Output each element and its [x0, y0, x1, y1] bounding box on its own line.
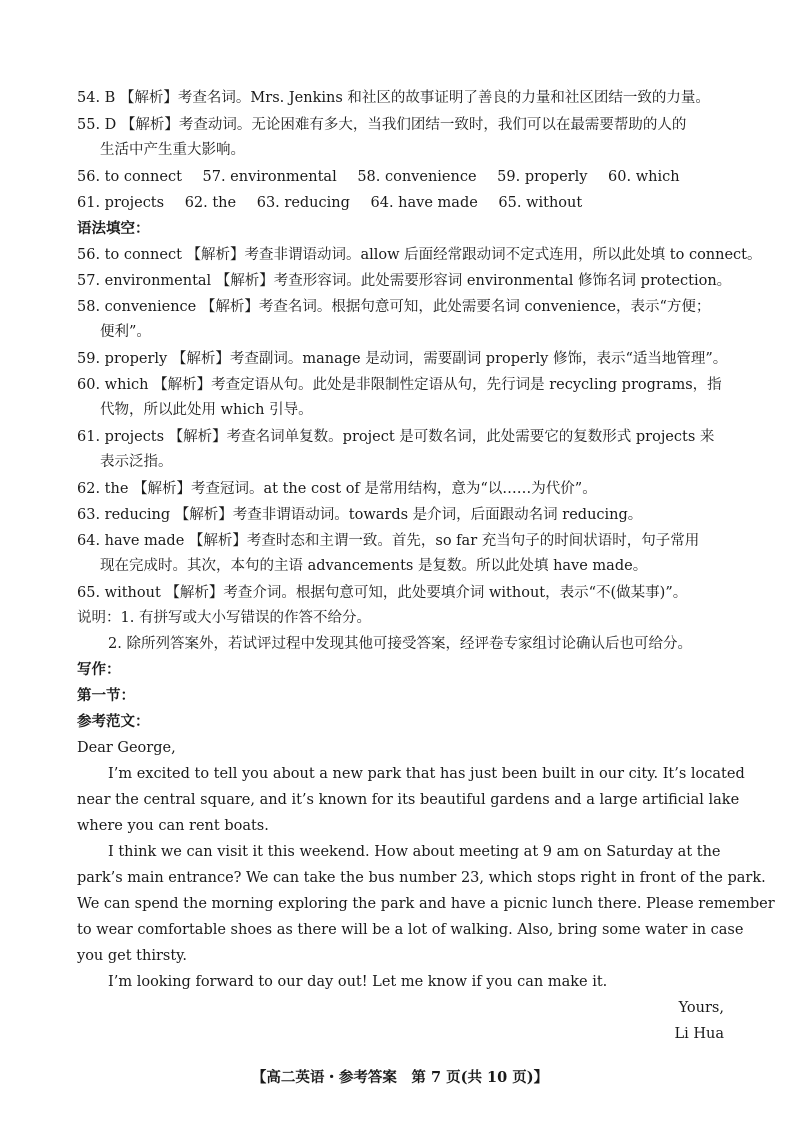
letter-paragraph-1-line: where you can rent boats.	[77, 818, 269, 834]
answer-item: 57. environmental	[202, 169, 337, 185]
answer-item: 65. without	[498, 195, 583, 211]
letter-paragraph-1-line: I’m excited to tell you about a new park that has just been built in our city. It’s located	[108, 766, 745, 782]
letter-paragraph-2-line: I think we can visit it this weekend. How about meeting at 9 am on Saturday at the	[108, 844, 721, 860]
writing-heading: 写作：	[77, 661, 121, 678]
answer-item: 64. have made	[370, 195, 478, 211]
letter-paragraph-1-line: near the central square, and it’s known for its beautiful gardens and a large artificial lake	[77, 792, 740, 808]
grammar-58: 58. convenience 【解析】考查名词。根据句意可知，此处需要名词 convenience，表示“方便；	[77, 299, 711, 315]
grammar-64-cont: 现在完成时。其次，本句的主语 advancements 是复数。所以此处填 have made。	[100, 558, 648, 574]
answer-55: 55. D 【解析】考查动词。无论困难有多大，当我们团结一致时，我们可以在最需要帮助的人的	[77, 117, 687, 133]
letter-paragraph-2-line: We can spend the morning exploring the park and have a picnic lunch there. Please remember	[77, 896, 775, 912]
answer-item: 63. reducing	[256, 195, 350, 211]
answer-item: 59. properly	[497, 169, 588, 185]
letter-salutation: Dear George,	[77, 740, 176, 756]
grammar-60-cont: 代物，所以此处用 which 引导。	[100, 402, 313, 418]
answers-row-1	[77, 167, 730, 187]
letter-paragraph-2-line: park’s main entrance? We can take the bus number 23, which stops right in front of the park.	[77, 870, 766, 886]
grammar-60: 60. which 【解析】考查定语从句。此处是非限制性定语从句，先行词是 recycling programs，指	[77, 377, 722, 393]
writing-section: 第一节：	[77, 687, 135, 704]
page-footer: 【高二英语・参考答案 第 7 页(共 10 页)】	[251, 1069, 549, 1086]
letter-paragraph-2-line: to wear comfortable shoes as there will be a lot of walking. Also, bring some water in case	[77, 922, 744, 938]
grammar-56: 56. to connect 【解析】考查非谓语动词。allow 后面经常跟动词不定式连用，所以此处填 to connect。	[77, 247, 762, 263]
sample-essay-label: 参考范文：	[77, 713, 150, 730]
letter-paragraph-2-line: you get thirsty.	[77, 948, 188, 964]
answers-row-2	[77, 193, 730, 213]
scoring-note-1: 说明：1. 有拼写或大小写错误的作答不给分。	[77, 610, 371, 626]
grammar-61-cont: 表示泛指。	[100, 454, 173, 470]
letter-closing: Yours,	[678, 1000, 724, 1016]
answer-item: 58. convenience	[357, 169, 477, 185]
answer-item: 62. the	[184, 195, 237, 211]
scoring-note-2: 2. 除所列答案外，若试评过程中发现其他可接受答案，经评卷专家组讨论确认后也可给分。	[108, 636, 692, 652]
grammar-65: 65. without 【解析】考查介词。根据句意可知，此处要填介词 without，表示“不(做某事)”。	[77, 585, 688, 601]
grammar-57: 57. environmental 【解析】考查形容词。此处需要形容词 environmental 修饰名词 protection。	[77, 273, 732, 289]
answer-item: 61. projects	[77, 195, 165, 211]
answer-55-cont: 生活中产生重大影响。	[100, 142, 245, 158]
grammar-64: 64. have made 【解析】考查时态和主谓一致。首先，so far 充当句子的时间状语时，句子常用	[77, 533, 700, 549]
letter-paragraph-3: I’m looking forward to our day out! Let me know if you can make it.	[108, 974, 608, 990]
answer-item: 60. which	[608, 169, 680, 185]
grammar-63: 63. reducing 【解析】考查非谓语动词。towards 是介词，后面跟动名词 reducing。	[77, 507, 643, 523]
grammar-61: 61. projects 【解析】考查名词单复数。project 是可数名词，此处需要它的复数形式 projects 来	[77, 429, 715, 445]
grammar-heading: 语法填空：	[77, 220, 150, 237]
grammar-59: 59. properly 【解析】考查副词。manage 是动词，需要副词 properly 修饰，表示“适当地管理”。	[77, 351, 728, 367]
letter-signature: Li Hua	[674, 1026, 724, 1042]
grammar-58-cont: 便利”。	[100, 324, 151, 340]
answer-54: 54. B 【解析】考查名词。Mrs. Jenkins 和社区的故事证明了善良的力量和社区团结一致的力量。	[77, 90, 710, 106]
grammar-62: 62. the 【解析】考查冠词。at the cost of 是常用结构，意为“以……为代价”。	[77, 481, 597, 497]
answer-item: 56. to connect	[77, 169, 182, 185]
